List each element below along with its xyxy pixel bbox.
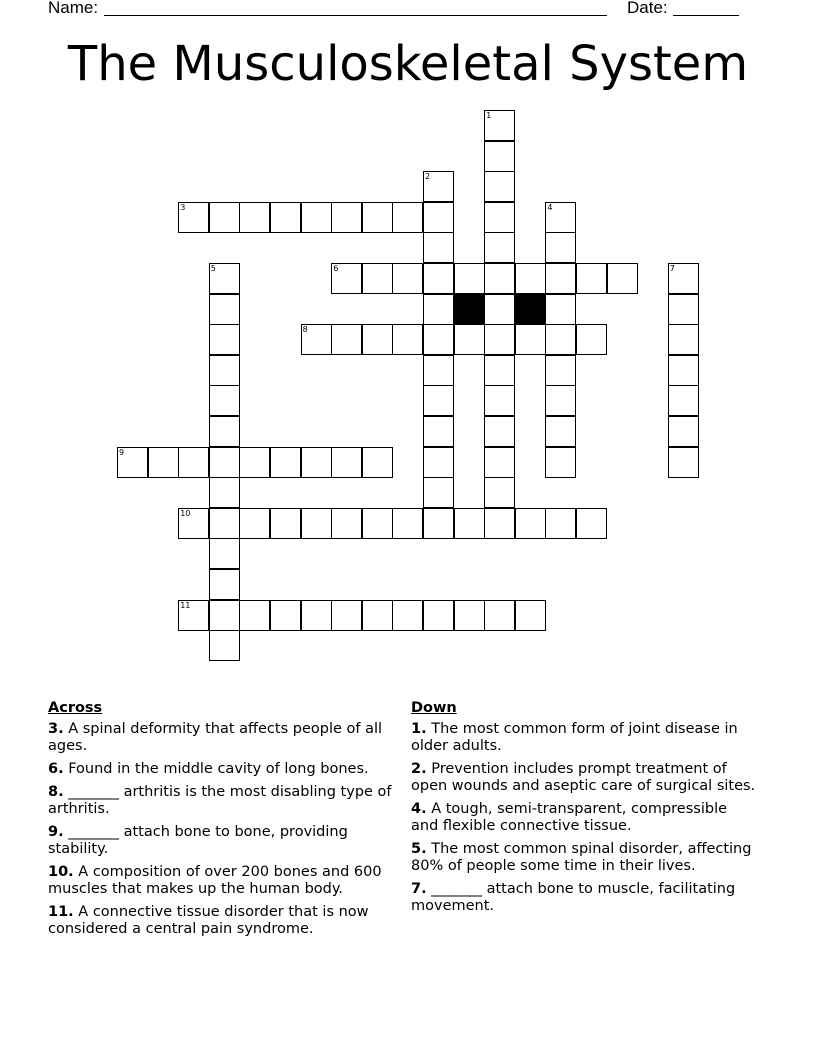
clue-number: 6. bbox=[48, 761, 64, 777]
clue-down-4 bbox=[411, 801, 756, 835]
crossword-cell[interactable] bbox=[668, 355, 699, 386]
crossword-cell[interactable] bbox=[209, 202, 240, 233]
crossword-cell[interactable] bbox=[668, 447, 699, 478]
crossword-cell[interactable] bbox=[362, 508, 393, 539]
crossword-cell[interactable] bbox=[545, 263, 576, 294]
crossword-cell[interactable] bbox=[423, 416, 454, 447]
crossword-cell[interactable] bbox=[454, 324, 485, 355]
crossword-cell[interactable] bbox=[331, 324, 362, 355]
clue-number-label: 9 bbox=[119, 447, 125, 457]
crossword-cell[interactable] bbox=[545, 202, 576, 233]
crossword-cell[interactable] bbox=[331, 263, 362, 294]
clue-across-9 bbox=[48, 824, 393, 858]
crossword-cell[interactable] bbox=[178, 447, 209, 478]
crossword-cell[interactable] bbox=[209, 447, 240, 478]
page-title: The Musculoskeletal System bbox=[67, 36, 749, 92]
crossword-cell[interactable] bbox=[209, 263, 240, 294]
clue-across-10 bbox=[48, 864, 393, 898]
crossword-cell[interactable] bbox=[301, 202, 332, 233]
crossword-cell[interactable] bbox=[423, 355, 454, 386]
crossword-cell[interactable] bbox=[545, 385, 576, 416]
crossword-cell[interactable] bbox=[484, 600, 515, 631]
crossword-cell[interactable] bbox=[668, 385, 699, 416]
crossword-cell[interactable] bbox=[545, 355, 576, 386]
clue-across-6 bbox=[48, 761, 393, 778]
clue-text: _______ arthritis is the most disabling type of arthritis. bbox=[48, 784, 392, 817]
crossword-cell[interactable] bbox=[209, 477, 240, 508]
crossword-cell[interactable] bbox=[484, 202, 515, 233]
clue-number-label: 8 bbox=[302, 325, 308, 335]
crossword-cell[interactable] bbox=[545, 324, 576, 355]
clue-number: 11. bbox=[48, 904, 74, 920]
clue-text: The most common spinal disorder, affecting 80% of people some time in their lives. bbox=[411, 841, 752, 874]
clue-number: 2. bbox=[411, 761, 427, 777]
crossword-cell[interactable] bbox=[423, 508, 454, 539]
crossword-cell[interactable] bbox=[270, 600, 301, 631]
clue-across-3 bbox=[48, 721, 393, 755]
crossword-cell[interactable] bbox=[423, 232, 454, 263]
crossword-cell[interactable] bbox=[331, 202, 362, 233]
clue-number-label: 3 bbox=[180, 202, 186, 212]
crossword-cell[interactable] bbox=[423, 385, 454, 416]
clue-number: 3. bbox=[48, 721, 64, 737]
crossword-cell[interactable] bbox=[423, 324, 454, 355]
clue-number-label: 1 bbox=[486, 111, 492, 120]
crossword-cell[interactable] bbox=[545, 294, 576, 325]
down-clues bbox=[411, 700, 756, 921]
crossword-cell[interactable] bbox=[239, 508, 270, 539]
crossword-cell[interactable] bbox=[545, 416, 576, 447]
crossword-cell[interactable] bbox=[392, 600, 423, 631]
crossword-cell[interactable] bbox=[362, 447, 393, 478]
crossword-cell[interactable] bbox=[239, 202, 270, 233]
crossword-cell[interactable] bbox=[392, 263, 423, 294]
crossword-cell[interactable] bbox=[301, 508, 332, 539]
crossword-cell[interactable] bbox=[209, 324, 240, 355]
crossword-cell[interactable] bbox=[331, 447, 362, 478]
crossword-cell[interactable] bbox=[301, 600, 332, 631]
crossword-cell[interactable] bbox=[362, 263, 393, 294]
crossword-cell[interactable] bbox=[484, 355, 515, 386]
crossword-cell[interactable] bbox=[607, 263, 638, 294]
crossword-cell[interactable] bbox=[392, 508, 423, 539]
crossword-cell[interactable] bbox=[668, 294, 699, 325]
crossword-cell[interactable] bbox=[209, 538, 240, 569]
clue-text: _______ attach bone to muscle, facilitating movement. bbox=[411, 881, 736, 914]
clue-number-label: 2 bbox=[425, 172, 431, 182]
crossword-cell[interactable] bbox=[484, 294, 515, 325]
crossword-cell[interactable] bbox=[362, 600, 393, 631]
clue-down-7 bbox=[411, 881, 756, 915]
crossword-cell[interactable] bbox=[454, 508, 485, 539]
clue-down-5 bbox=[411, 841, 756, 875]
crossword-cell[interactable] bbox=[117, 447, 148, 478]
clue-number-label: 7 bbox=[669, 264, 675, 273]
clue-text: _______ attach bone to bone, providing stability. bbox=[48, 824, 348, 857]
crossword-cell[interactable] bbox=[484, 263, 515, 294]
crossword-cell[interactable] bbox=[270, 447, 301, 478]
clue-number: 8. bbox=[48, 784, 64, 800]
crossword-cell[interactable] bbox=[484, 232, 515, 263]
date-label: Date: bbox=[627, 0, 668, 17]
crossword-cell[interactable] bbox=[239, 600, 270, 631]
crossword-cell[interactable] bbox=[209, 355, 240, 386]
crossword-cell[interactable] bbox=[331, 600, 362, 631]
clue-number: 5. bbox=[411, 841, 427, 857]
crossword-cell[interactable] bbox=[484, 447, 515, 478]
clue-number-label: 11 bbox=[180, 600, 191, 610]
crossword-cell[interactable] bbox=[576, 508, 607, 539]
crossword-cell[interactable] bbox=[209, 508, 240, 539]
crossword-cell[interactable] bbox=[423, 600, 454, 631]
crossword-cell[interactable] bbox=[270, 202, 301, 233]
clue-number: 9. bbox=[48, 824, 64, 840]
clue-text: Prevention includes prompt treatment of open wounds and aseptic care of surgical sites. bbox=[411, 761, 756, 794]
crossword-cell[interactable] bbox=[515, 508, 546, 539]
crossword-cell[interactable] bbox=[423, 171, 454, 202]
crossword-cell[interactable] bbox=[239, 447, 270, 478]
crossword-cell[interactable] bbox=[392, 202, 423, 233]
clue-text: A composition of over 200 bones and 600 muscles that makes up the human body. bbox=[48, 864, 382, 897]
crossword-cell[interactable] bbox=[576, 324, 607, 355]
crossword-cell[interactable] bbox=[209, 294, 240, 325]
crossword-cell[interactable] bbox=[209, 569, 240, 600]
crossword-cell[interactable] bbox=[148, 447, 179, 478]
clue-number-label: 6 bbox=[333, 264, 339, 273]
crossword-cell[interactable] bbox=[668, 324, 699, 355]
crossword-cell[interactable] bbox=[484, 385, 515, 416]
crossword-cell[interactable] bbox=[484, 171, 515, 202]
clue-text: The most common form of joint disease in older adults. bbox=[411, 721, 738, 754]
crossword-cell[interactable] bbox=[362, 202, 393, 233]
down-heading: Down bbox=[411, 700, 457, 716]
crossword-cell[interactable] bbox=[178, 202, 209, 233]
crossword-cell[interactable] bbox=[576, 263, 607, 294]
clue-text: A connective tissue disorder that is now considered a central pain syndrome. bbox=[48, 904, 369, 937]
crossword-cell[interactable] bbox=[301, 324, 332, 355]
crossword-cell[interactable] bbox=[423, 202, 454, 233]
crossword-cell[interactable] bbox=[668, 416, 699, 447]
black-square bbox=[454, 294, 485, 325]
crossword-cell[interactable] bbox=[209, 385, 240, 416]
clue-number-label: 10 bbox=[180, 508, 191, 518]
black-square bbox=[515, 294, 546, 325]
crossword-cell[interactable] bbox=[484, 416, 515, 447]
clue-number-label: 4 bbox=[547, 202, 553, 212]
crossword-cell[interactable] bbox=[484, 324, 515, 355]
crossword-cell[interactable] bbox=[454, 263, 485, 294]
crossword-cell[interactable] bbox=[484, 141, 515, 172]
crossword-cell[interactable] bbox=[331, 508, 362, 539]
crossword-cell[interactable] bbox=[178, 600, 209, 631]
clue-number: 1. bbox=[411, 721, 427, 737]
clue-number: 10. bbox=[48, 864, 74, 880]
crossword-cell[interactable] bbox=[515, 263, 546, 294]
clue-text: A tough, semi-transparent, compressible and flexible connective tissue. bbox=[411, 801, 728, 834]
clue-number-label: 5 bbox=[210, 264, 216, 273]
clue-text: Found in the middle cavity of long bones. bbox=[68, 761, 369, 777]
clue-text: A spinal deformity that affects people of all ages. bbox=[48, 721, 383, 754]
across-clues bbox=[48, 700, 393, 944]
name-label: Name: bbox=[48, 0, 99, 17]
crossword-cell[interactable] bbox=[362, 324, 393, 355]
crossword-cell[interactable] bbox=[209, 416, 240, 447]
crossword-cell[interactable] bbox=[484, 508, 515, 539]
clue-down-2 bbox=[411, 761, 756, 795]
crossword-cell[interactable] bbox=[545, 508, 576, 539]
crossword-cell[interactable] bbox=[178, 508, 209, 539]
crossword-cell[interactable] bbox=[454, 600, 485, 631]
crossword-cell[interactable] bbox=[423, 477, 454, 508]
crossword-cell[interactable] bbox=[209, 600, 240, 631]
crossword-cell[interactable] bbox=[270, 508, 301, 539]
crossword-cell[interactable] bbox=[423, 294, 454, 325]
across-heading: Across bbox=[48, 700, 103, 716]
clue-number: 7. bbox=[411, 881, 427, 897]
crossword-cell[interactable] bbox=[484, 477, 515, 508]
crossword-cell[interactable] bbox=[423, 447, 454, 478]
crossword-cell[interactable] bbox=[668, 263, 699, 294]
crossword-cell[interactable] bbox=[515, 600, 546, 631]
clue-across-11 bbox=[48, 904, 393, 938]
crossword-cell[interactable] bbox=[392, 324, 423, 355]
clue-number: 4. bbox=[411, 801, 427, 817]
crossword-cell[interactable] bbox=[515, 324, 546, 355]
crossword-cell[interactable] bbox=[301, 447, 332, 478]
crossword-cell[interactable] bbox=[209, 630, 240, 661]
clue-across-8 bbox=[48, 784, 393, 818]
crossword-cell[interactable] bbox=[545, 447, 576, 478]
clue-down-1 bbox=[411, 721, 756, 755]
crossword-cell[interactable] bbox=[484, 110, 515, 141]
crossword-cell[interactable] bbox=[545, 232, 576, 263]
crossword-cell[interactable] bbox=[423, 263, 454, 294]
